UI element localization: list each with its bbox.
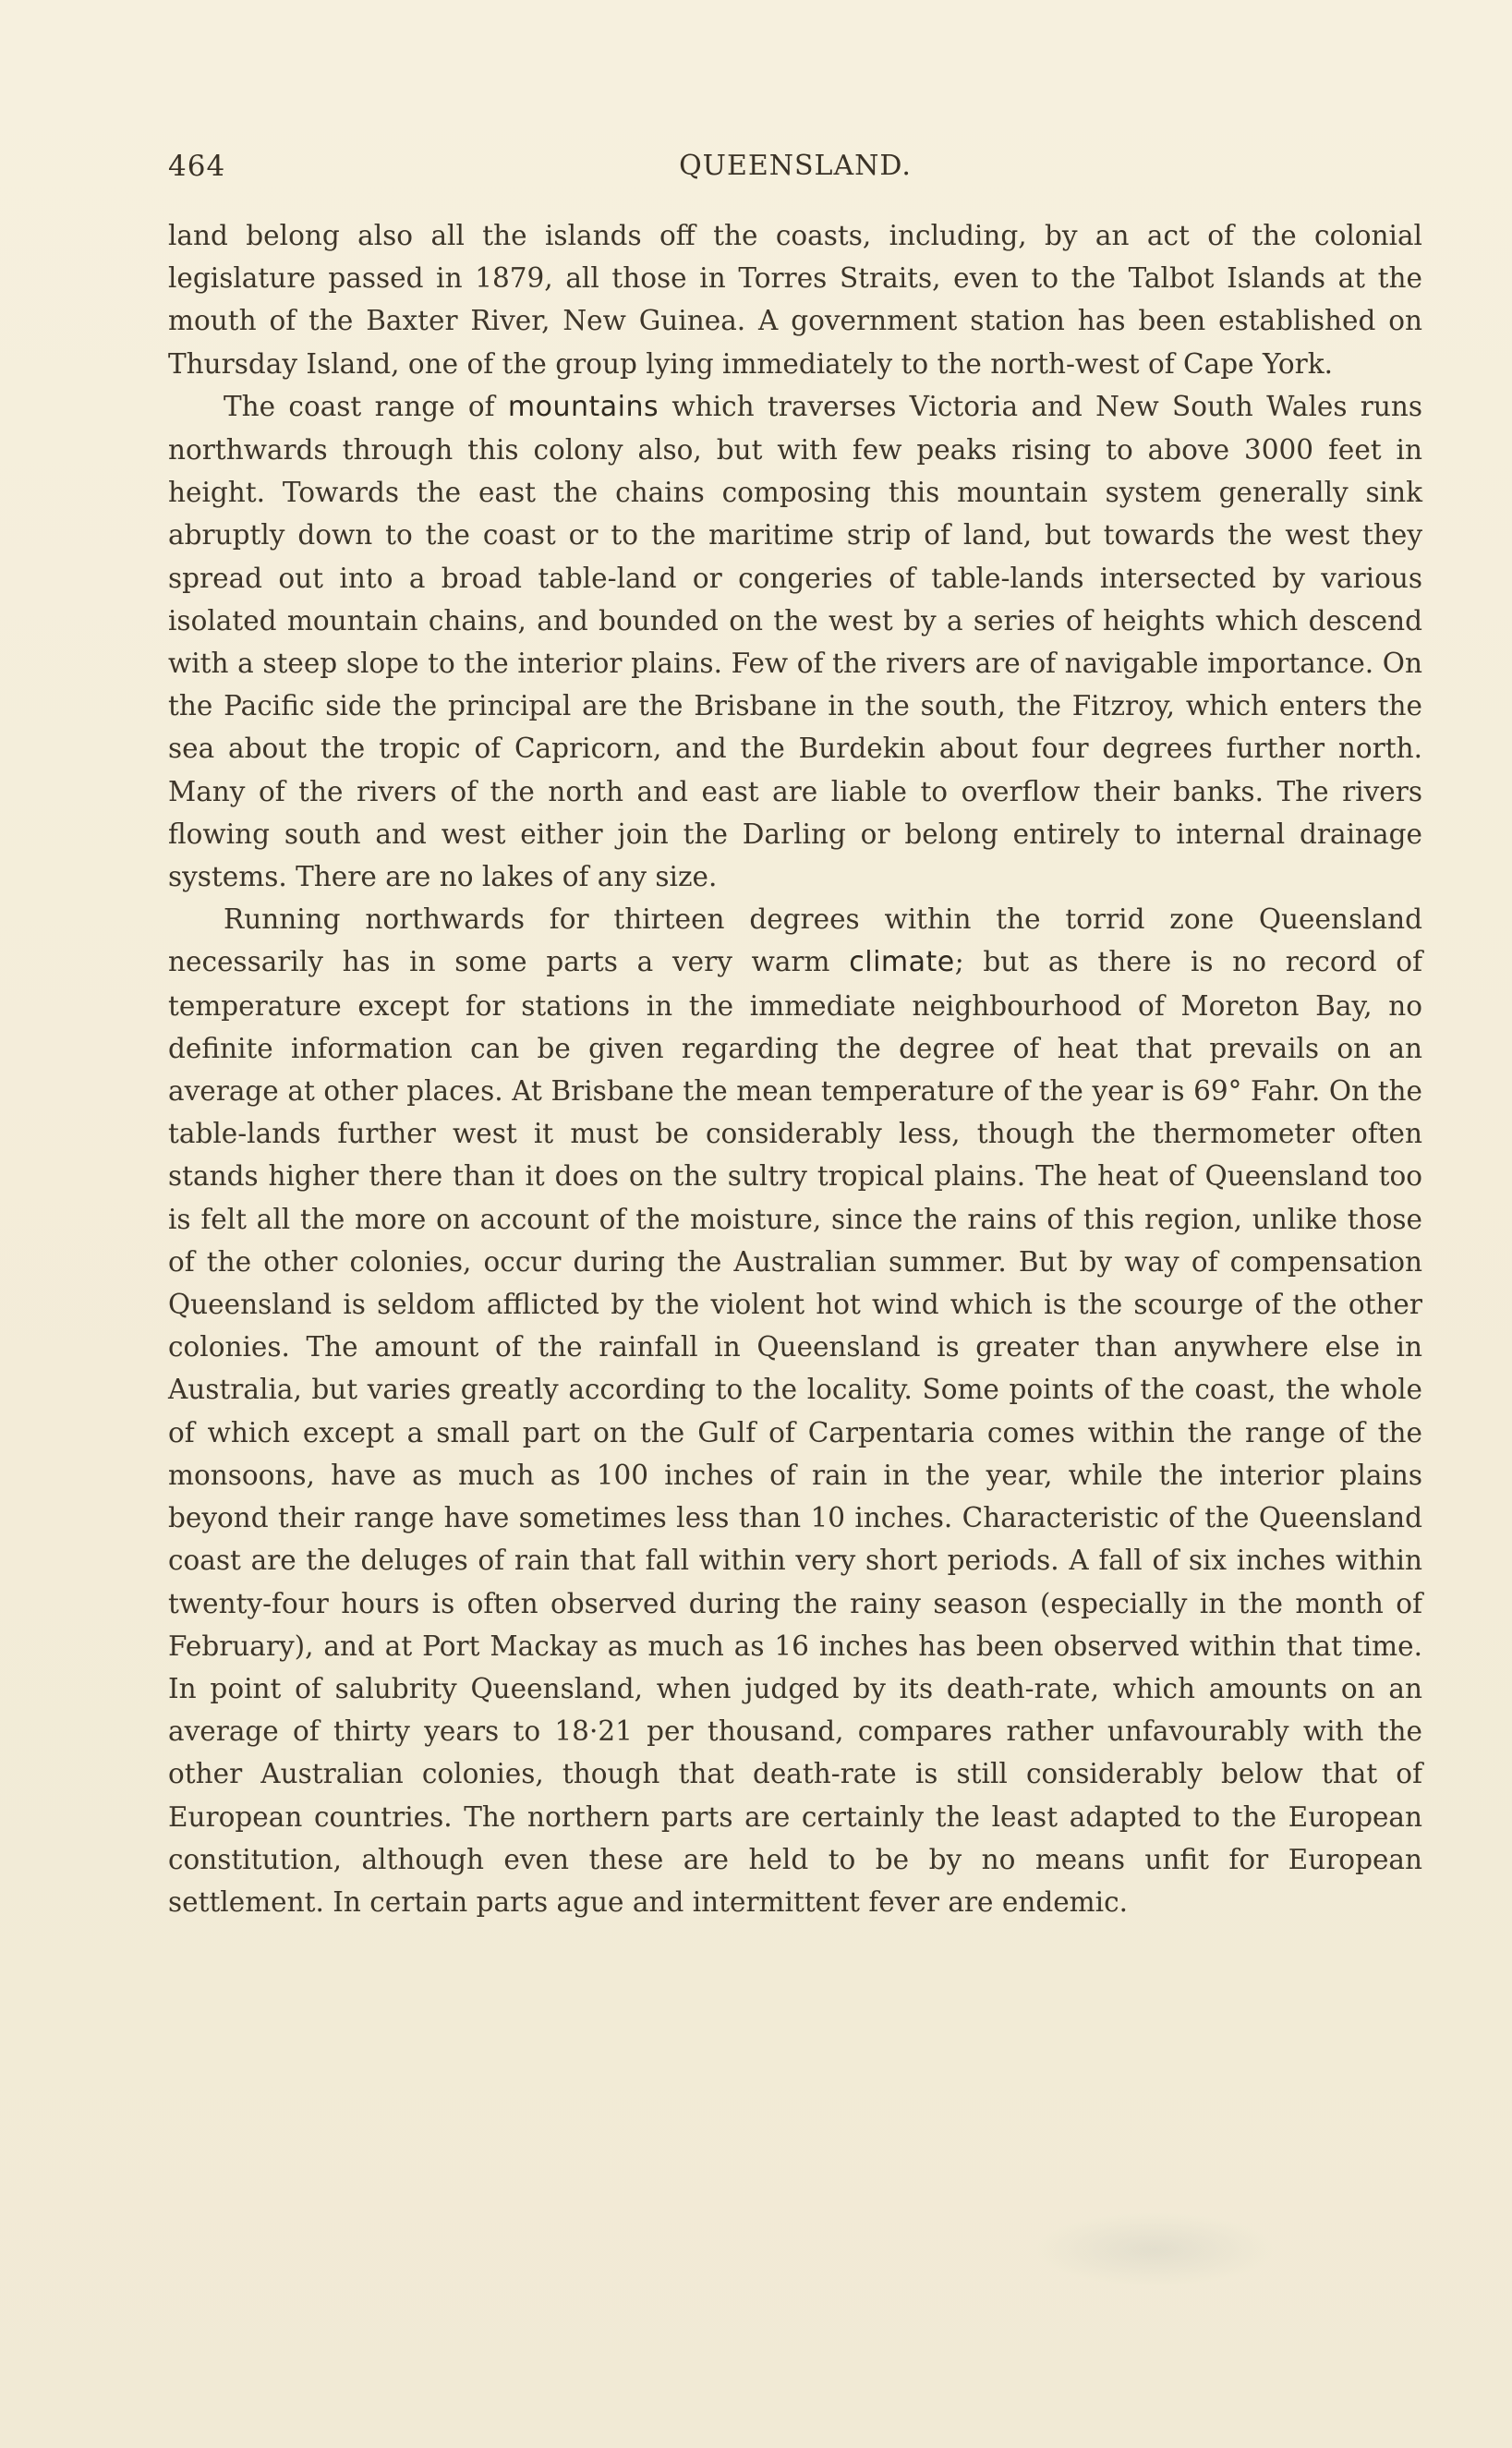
paragraph-climate [168, 898, 1422, 1923]
paragraph-mountains [168, 385, 1422, 898]
keyword-climate: climate [849, 946, 955, 979]
body-text [168, 214, 1422, 1923]
paragraph-climate-lead: Running northwards for thirteen degrees within the torrid zone Queensland necessarily has in some parts a very warm [168, 903, 1422, 978]
keyword-mountains: mountains [507, 390, 659, 423]
paragraph-climate-rest: ; but as there is no record of temperature except for stations in the immediate neighbourhood of Moreton Bay, no definite information can be given regarding the degree of heat that prevails on an average at other places. At Brisbane the mean temperature of the year is 69° Fahr. On the table-lands further west it must be considerably less, though the thermometer often stands higher there than it does on the sultry tropical plains. The heat of Queensland too is felt all the more on account of the moisture, since the rains of this region, unlike those of the other colonies, occur during the Australian summer. But by way of compensation Queensland is seldom afflicted by the violent hot wind which is the scourge of the other colonies. The amount of the rainfall in Queensland is greater than anywhere else in Australia, but varies greatly according to the locality. Some points of the coast, the whole of which except a small part on the Gulf of Carpentaria comes within the range of the monsoons, have as much as 100 inches of rain in the year, while the interior plains beyond their range have sometimes less than 10 inches. Characteristic of the Queensland coast are the deluges of rain that fall within very short periods. A fall of six inches within twenty-four hours is often observed during the rainy season (especially in the month of February), and at Port Mackay as much as 16 inches has been observed within that time. In point of salubrity Queensland, when judged by its death-rate, which amounts on an average of thirty years to 18·21 per thousand, compares rather unfavourably with the other Australian colonies, though that death-rate is still considerably below that of European countries. The northern parts are certainly the least adapted to the European constitution, although even these are held to be by no means unfit for European settlement. In certain parts ague and intermittent fever are endemic. [168, 946, 1422, 1918]
paper-smudge [1034, 2212, 1275, 2286]
page-header [168, 150, 1422, 196]
paragraph-mountains-rest: which traverses Victoria and New South Wales runs northwards through this colony also, but with few peaks rising to above 3000 feet in height. Towards the east the chains composing this mountain system generally sink abruptly down to the coast or to the maritime strip of land, but towards the west they spread out into a broad table-land or congeries of table-lands intersected by various isolated mountain chains, and bounded on the west by a series of heights which descend with a steep slope to the interior plains. Few of the rivers are of navigable importance. On the Pacific side the principal are the Brisbane in the south, the Fitzroy, which enters the sea about the tropic of Capricorn, and the Burdekin about four degrees further north. Many of the rivers of the north and east are liable to overflow their banks. The rivers flowing south and west either join the Darling or belong entirely to internal drainage systems. There are no lakes of any size. [168, 390, 1422, 893]
page-number: 464 [168, 150, 226, 183]
paragraph-islands: land belong also all the islands off the coasts, including, by an act of the colonial legislature passed in 1879, all those in Torres Straits, even to the Talbot Islands at the mouth of the Baxter River, New Guinea. A government station has been established on Thursday Island, one of the group lying immediately to the north-west of Cape York. [168, 220, 1422, 380]
running-head: QUEENSLAND. [679, 150, 912, 182]
paragraph-mountains-lead: The coast range of [224, 390, 508, 422]
